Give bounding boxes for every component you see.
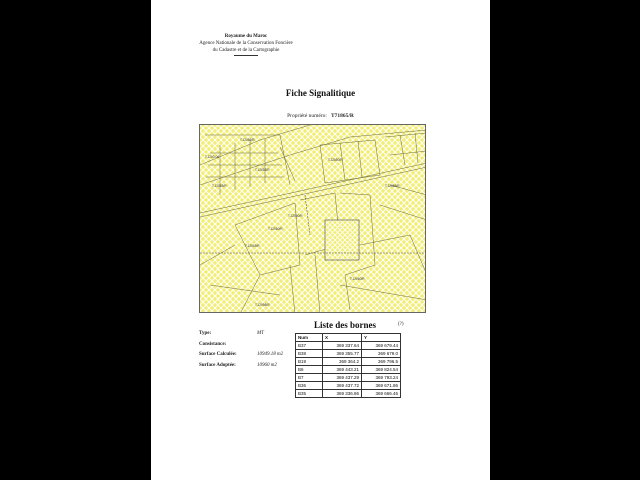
- borne-num: B7: [296, 374, 323, 382]
- bornes-table: [295, 333, 401, 398]
- header-line-3: du Cadastre et de la Cartographie: [212, 48, 280, 53]
- consistance-label: Consistance:: [199, 341, 227, 347]
- borne-num: B37: [296, 342, 323, 350]
- borne-y: 369 824.54: [362, 366, 401, 374]
- surface-calculated-row: [199, 350, 309, 361]
- property-line: [151, 113, 490, 119]
- borne-x: 369 364.2: [323, 358, 362, 366]
- parcel-label: T.12098/R: [255, 303, 270, 307]
- parcel-label: T.12055/R: [212, 184, 227, 188]
- borne-y: 369 793.24: [362, 374, 401, 382]
- borne-y: 369 666.46: [362, 390, 401, 398]
- borne-y: 369 679.44: [362, 342, 401, 350]
- column-header: Num: [296, 334, 323, 342]
- borne-x: 369 336.86: [323, 390, 362, 398]
- surface-adopted-row: [199, 361, 309, 372]
- borne-num: B19: [296, 358, 323, 366]
- map-drawing: [200, 125, 426, 313]
- parcel-label: T.12060/R: [268, 227, 283, 231]
- type-row: [199, 329, 309, 340]
- header-rule: [234, 55, 258, 56]
- type-label: Type:: [199, 331, 212, 336]
- table-row: [296, 366, 401, 374]
- table-row: [296, 350, 401, 358]
- borne-x: 369 437.29: [323, 374, 362, 382]
- cadastral-map: [199, 124, 426, 313]
- consistance-row: [199, 340, 309, 351]
- parcel-label: T.12550/R: [328, 158, 343, 162]
- borne-num: B36: [296, 382, 323, 390]
- table-row: [296, 342, 401, 350]
- parcel-label: T.12060/R: [350, 277, 365, 281]
- parcel-label: T.12045/R: [245, 244, 260, 248]
- header-line-2: Agence Nationale de la Conservation Foncière: [199, 41, 293, 46]
- parcel-label: T.12052/R: [255, 168, 270, 172]
- borne-y: 369 796.5: [362, 358, 401, 366]
- surface-adopted-label: Surface Adoptée:: [199, 362, 236, 368]
- parcel-label: T.1200-06: [205, 155, 220, 159]
- borne-x: 369 337.64: [323, 342, 362, 350]
- property-number: T71865/R: [330, 113, 354, 119]
- parcel-label: T.12056/R: [240, 138, 255, 142]
- parcel-label: T.12060/R: [288, 214, 303, 218]
- agency-header: [171, 33, 321, 56]
- table-row: [296, 358, 401, 366]
- surface-calculated-value: 10949.18 m2: [257, 352, 284, 357]
- table-row: [296, 382, 401, 390]
- table-row: [296, 390, 401, 398]
- header-line-1: Royaume du Maroc: [224, 34, 268, 39]
- column-header: X: [323, 334, 362, 342]
- borne-num: B35: [296, 390, 323, 398]
- parcel-info: [199, 329, 309, 371]
- borne-x: 369 437.72: [323, 382, 362, 390]
- document-page: [151, 0, 490, 480]
- table-header-row: [296, 334, 401, 342]
- type-value: MT: [257, 331, 264, 336]
- parcel-label: T.12056/R: [385, 184, 400, 188]
- surface-calculated-label: Surface Calculée:: [199, 352, 237, 357]
- borne-x: 369 355.77: [323, 350, 362, 358]
- borne-y: 369 671.86: [362, 382, 401, 390]
- table-row: [296, 374, 401, 382]
- column-header: Y: [362, 334, 401, 342]
- borne-x: 369 443.21: [323, 366, 362, 374]
- borne-num: B6: [296, 366, 323, 374]
- surface-adopted-value: 10960 m2: [257, 362, 277, 368]
- borne-y: 369 679.0: [362, 350, 401, 358]
- bornes-title: Liste des bornes: [314, 320, 377, 330]
- page-title: Fiche Signalitique: [285, 88, 356, 98]
- property-label: Propriété numéro:: [287, 113, 327, 119]
- bornes-note: (?): [398, 322, 404, 327]
- borne-num: B38: [296, 350, 323, 358]
